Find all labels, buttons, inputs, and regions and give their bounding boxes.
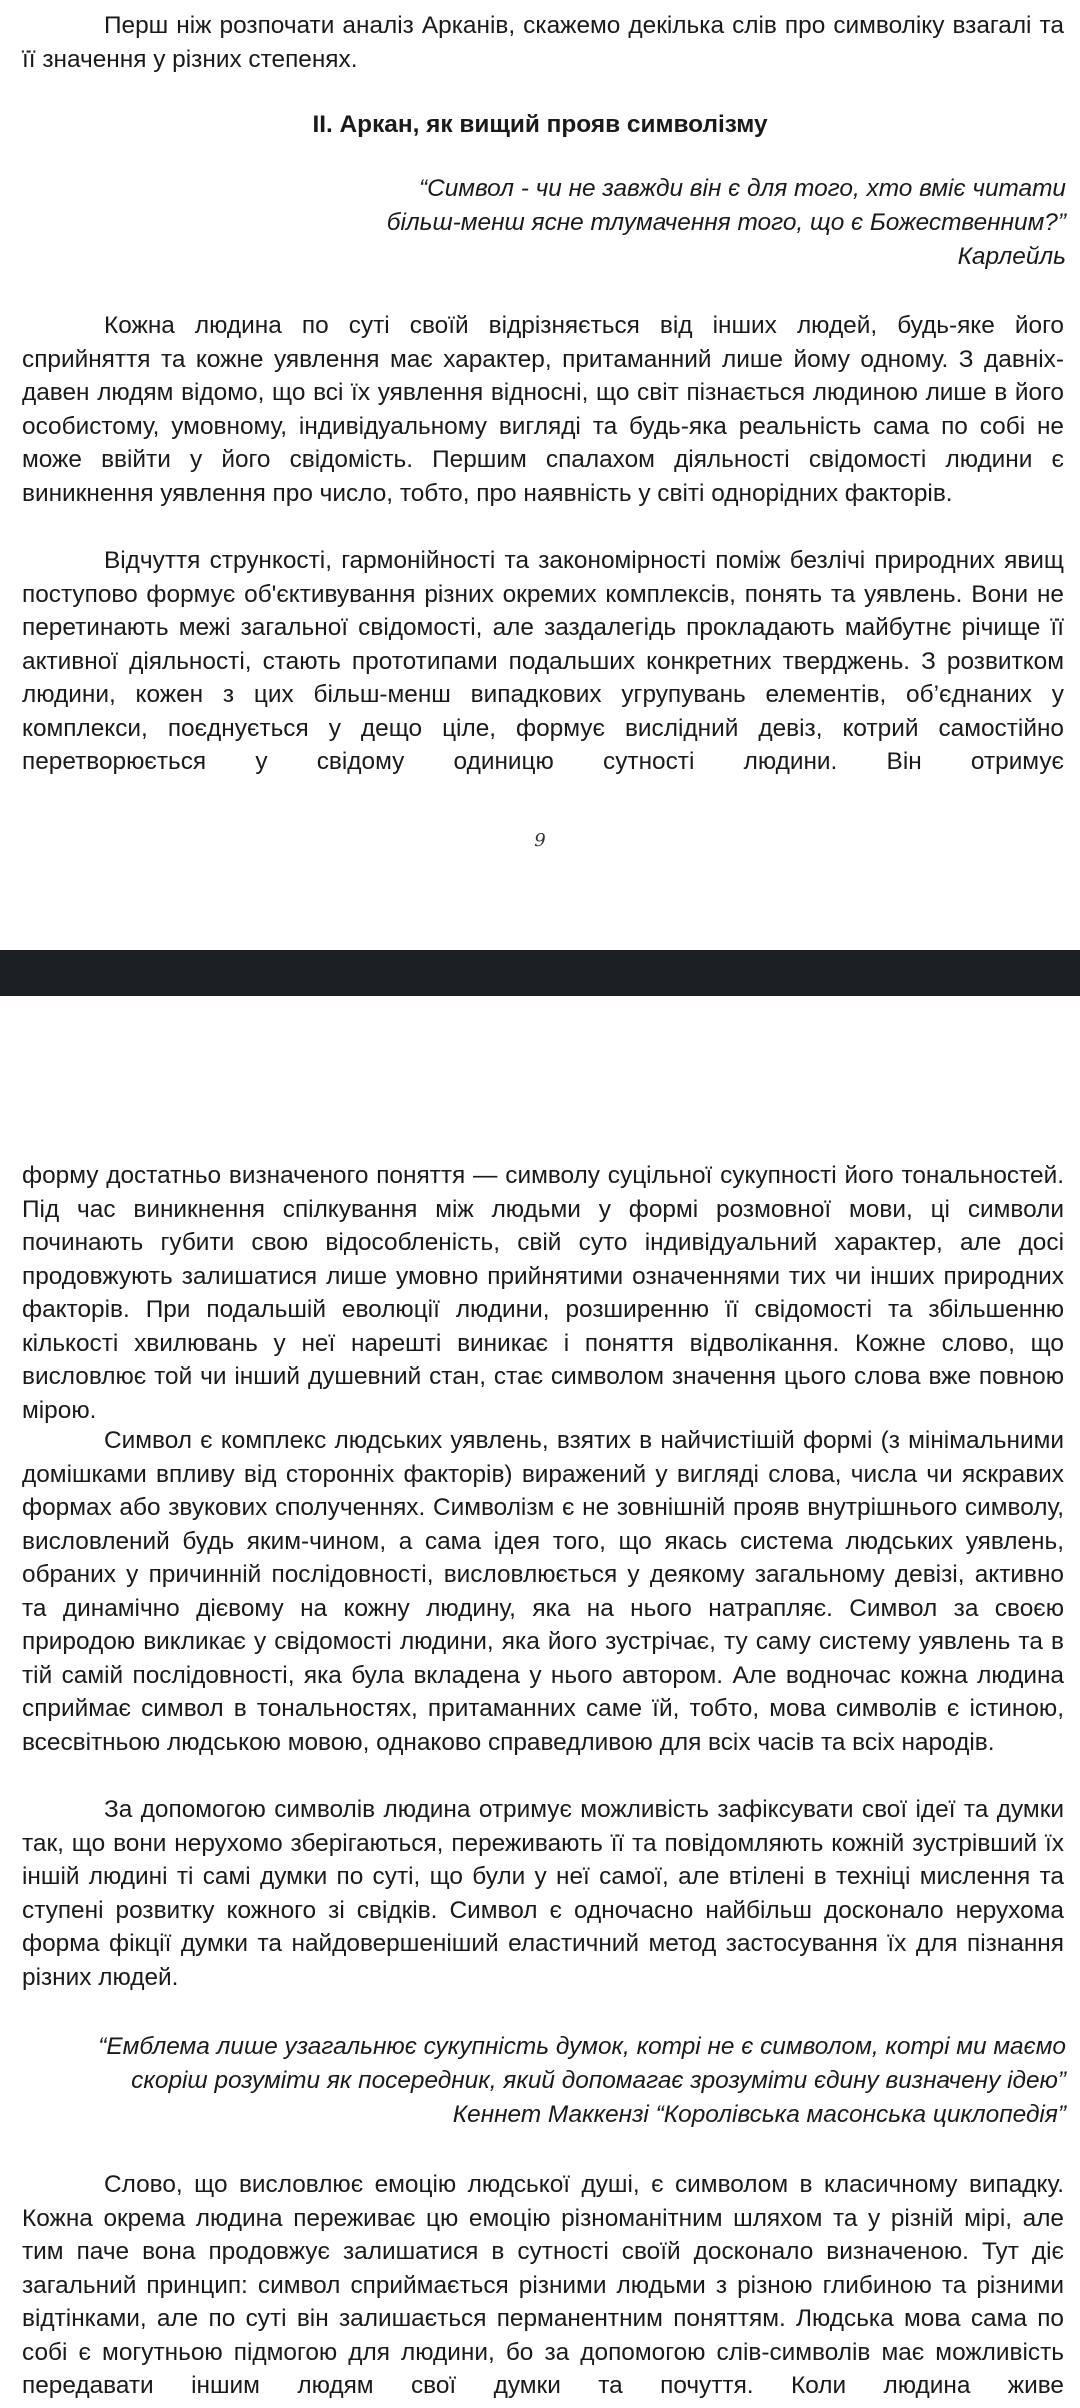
epigraph-author: Кеннет Маккензі “Королівська масонська циклопедія” [452,2101,1066,2128]
page-number: 9 [534,830,546,851]
body-paragraph: За допомогою символів людина отримує можливість зафіксувати свої ідеї та думки так, що вони нерухомо зберігаються, переживають її та повідомляють кожній зустрівший їх іншій людині ті самі думки по суті, що були у неї самої, але втілені в техніці мислення та ступені розвитку кожного зі свідків. Символ є одночасно найбільш досконало нерухома форма фікції думки та найдовершеніший еластичний метод застосування їх для пізнання різних людей. [22,1796,1064,1991]
epigraph-mackenzie [26,2030,1066,2132]
body-paragraph: Слово, що висловлює емоцію людської душі, є символом в класичному випадку. Кожна окрема людина переживає цю емоцію різноманітним шляхом та у різній мірі, але тим паче вона продовжує залишатися в сутності своїй досконало визначеною. Тут діє загальний принцип: символ сприймається різними людьми з різною глибиною та різними відтінками, але по суті він залишається перманентним поняттям. Людська мова сама по собі є могутньою підмогою для людини, бо за допомогою слів-символів має можливість передавати іншим людям свої думки та почуття. Коли людина живе [22,2171,1064,2399]
body-paragraph: Кожна людина по суті своїй відрізняється від інших людей, будь-яке його сприйняття та кожне уявлення має характер, притаманний лише йому одному. З давніх-давен людям відомо, що всі їх уявлення відносні, що світ пізнається людиною лише в його особистому, умовному, індивідуальному вигляді та будь-яка реальність сама по собі не може ввійти у його свідомість. Першим спалахом діяльності свідомості людини є виникнення уявлення про число, тобто, про наявність у світі однорідних факторів. [22,312,1064,507]
document-page-2 [0,996,1080,2408]
body-paragraph: Відчуття стрункості, гармонійності та закономірності поміж безлічі природних явищ поступово формує об'єктивування різних окремих комплексів, понять та уявлень. Вони не перетинають межі загальної свідомості, але заздалегідь прокладають майбутнє річище її активної діяльності, стають прототипами подальших конкретних тверджень. З розвитком людини, кожен з цих більш-менш випадкових угрупувань елементів, об’єднаних у комплекси, поєднується у дещо ціле, формує вислідний девіз, котрий самостійно перетворюється у свідому одиницю сутності людини. Він отримує [22,547,1064,775]
section-heading: II. Аркан, як вищий прояв символізму [312,111,768,138]
epigraph-text: “Емблема лише узагальнює сукупність думок, котрі не є символом, котрі ми маємо скоріш розуміти як посередник, який допомагає зрозуміти єдину визначену ідею” [98,2033,1066,2094]
document-page-1 [0,0,1080,950]
page-separator [0,950,1080,996]
body-paragraph: форму достатньо визначеного поняття — символу суцільної сукупності його тональностей. Під час виникнення спілкування між людьми у формі розмовної мови, ці символи починають губити свою відособленість, свій суто індивідуальний характер, але досі продовжують залишатися лише умовно прийнятими означеннями тих чи інших природних факторів. При подальшій еволюції людини, розширенню її свідомості та збільшенню кількості хвилювань у неї нарешті виникає і поняття відволікання. Кожне слово, що висловлює той чи інший душевний стан, стає символом значення цього слова вже повною мірою. [22,1162,1064,1424]
intro-paragraph: Перш ніж розпочати аналіз Арканів, скажемо декілька слів про символіку взагалі та її значення у різних степенях. [22,12,1064,73]
epigraph-author: Карлейль [957,243,1066,270]
body-paragraph: Символ є комплекс людських уявлень, взятих в найчистішій формі (з мінімальними домішками впливу від сторонніх факторів) виражений у вигляді слова, числа чи яскравих формах або звукових сполученнях. Символізм є не зовнішній прояв внутрішнього символу, висловлений будь яким-чином, а сама ідея того, що якась система людських уявлень, обраних у причинній послідовності, висловлюється у деякому загальному девізі, активно та динамічно дієвому на кожну людину, яка на нього натрапляє. Символ за своєю природою викликає у свідомості людини, яка його зустрічає, ту саму систему уявлень та в тій самій послідовності, яка була вкладена у нього автором. Але водночас кожна людина сприймає символ в тональностях, притаманних саме їй, тобто, мова символів є істиною, всесвітньою людською мовою, однаково справедливою для всіх часів та всіх народів. [22,1427,1064,1756]
epigraph-text: “Символ - чи не завжди він є для того, хто вміє читати більш-менш ясне тлумачення того, що є Божественним?” [386,175,1066,236]
epigraph-carlyle [346,172,1066,274]
